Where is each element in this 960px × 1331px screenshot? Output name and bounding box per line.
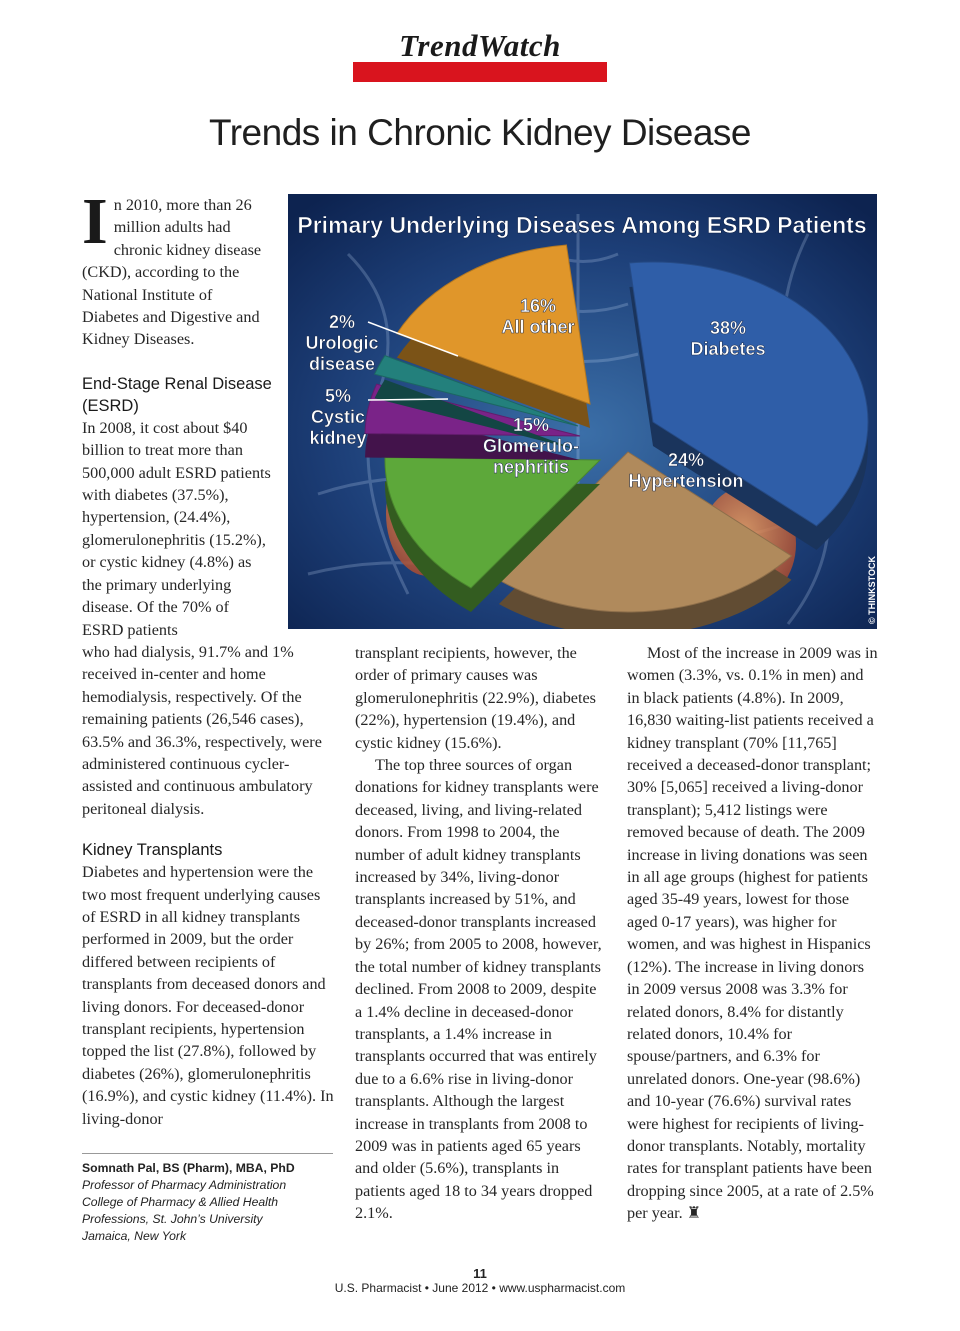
esrd-pie-chart <box>288 194 877 629</box>
esrd-paragraph-wide: who had dialysis, 91.7% and 1% received in-center and home hemodialysis, respectively. Of the remaining patients (26,546 cases), 63.5% and 36.3%, respectively, were administered continuous cycler-assisted and continuous ambulatory peritoneal dialysis. <box>82 642 322 818</box>
header-red-bar <box>353 62 607 82</box>
section-header <box>353 28 607 82</box>
column-2 <box>355 642 607 1225</box>
author-box <box>82 1153 333 1245</box>
esrd-paragraph-narrow: In 2008, it cost about $40 billion to treat more than 500,000 adult ESRD patients with diabetes (37.5%), hypertension, (24.4%), glomerulonephritis (15.2%), or cystic kidney (4.8%) as the primary underlying disease. Of the 70% of ESRD patients <box>82 418 271 639</box>
drop-cap: I <box>82 185 108 258</box>
column-3 <box>627 642 879 1225</box>
pie-label-4: 2% Urologic disease <box>305 312 379 374</box>
col3-paragraph-1: Most of the increase in 2009 was in women (3.3%, vs. 0.1% in men) and in black patients (4.8%). In 2009, 16,830 waiting-list patients received a kidney transplant (70% [11,765] received a deceased-donor transplant; 30% [5,065] received a living-donor transplant); 5,412 listings were removed because of death. The 2009 increase in living donations was seen in all age groups (highest for patients aged 35-49 years, lowest for those aged 0-17 years), was higher for women, and was highest in Hispanics (12%). The increase in living donors in 2009 versus 2008 was 3.3% for related donors, 8.4% for distantly related donors, 10.4% for spouse/partners, and 6.3% for unrelated donors. One-year (98.6%) and 10-year (76.6%) survival rates were highest for recipients of living-donor transplants. Notably, mortality rates for transplant patients have been dropping since 2005, at a rate of 2.5% per year. ♜ <box>627 644 878 1223</box>
col2-paragraph-2: The top three sources of organ donations for kidney transplants were deceased, living, and living-related donors. From 1998 to 2004, the number of adult kidney transplants increased by 34%, living-donor transplants increased by 51%, and deceased-donor transplants increased by 26%; from 2005 to 2008, however, the total number of kidney transplants declined. From 2008 to 2009, despite a 1.4% decline in deceased-donor transplants, a 1.4% increase in transplants occurred that was entirely due to a 6.6% rise in living-donor transplants. Although the largest increase in transplants from 2008 to 2009 was in patients aged 65 years and older (5.6%), transplants in patients aged 18 to 34 years dropped 2.1%. <box>355 756 602 1223</box>
pie-label-2: 15% Glomerulo-nephritis <box>482 415 580 477</box>
author-name: Somnath Pal, BS (Pharm), MBA, PhD <box>82 1161 295 1175</box>
chart-title: Primary Underlying Diseases Among ESRD Patients <box>297 212 867 238</box>
end-mark-icon: ♜ <box>686 1204 702 1223</box>
page-number: 11 <box>473 1266 487 1281</box>
author-affiliation-3: Professions, St. John’s University <box>82 1212 263 1226</box>
footer-line: U.S. Pharmacist • June 2012 • www.uspharmacist.com <box>334 1281 626 1295</box>
col2-paragraph-1: transplant recipients, however, the order of primary causes was glomerulonephritis (22.9%), diabetes (22%), hypertension (19.4%), and cystic kidney (15.6%). <box>355 644 596 752</box>
author-affiliation-2: College of Pharmacy & Allied Health <box>82 1195 278 1209</box>
author-affiliation-4: Jamaica, New York <box>82 1229 187 1243</box>
pie-chart-svg <box>288 194 877 629</box>
esrd-heading: End-Stage Renal Disease (ESRD) <box>82 374 272 415</box>
pie-label-1: 24% Hypertension <box>628 450 744 491</box>
leader-line-1 <box>368 399 448 400</box>
intro-paragraph: In 2010, more than 26 million adults had chronic kidney disease (CKD), according to the National Institute of Diabetes and Digestive and Kidney Diseases. <box>82 185 262 349</box>
article-title: Trends in Chronic Kidney Disease <box>209 112 751 153</box>
pie-label-3: 5% Cystic kidney <box>309 386 367 448</box>
page-footer <box>0 1266 960 1296</box>
author-affiliation-1: Professor of Pharmacy Administration <box>82 1178 287 1192</box>
pie-label-5: 16% All other <box>501 296 575 337</box>
photo-credit: © THINKSTOCK <box>867 556 877 624</box>
transplants-paragraph: Diabetes and hypertension were the two most frequent underlying causes of ESRD in all kidney transplants performed in 2009, but the order differed between recipients of transplants from deceased donors and living donors. For deceased-donor transplant recipients, hypertension topped the list (27.8%), followed by diabetes (26%), glomerulonephritis (16.9%), and cystic kidney (11.4%). In living-donor <box>82 863 334 1128</box>
pie-label-0: 38% Diabetes <box>690 318 766 359</box>
transplants-heading: Kidney Transplants <box>82 841 223 860</box>
section-title: TrendWatch <box>399 28 561 63</box>
